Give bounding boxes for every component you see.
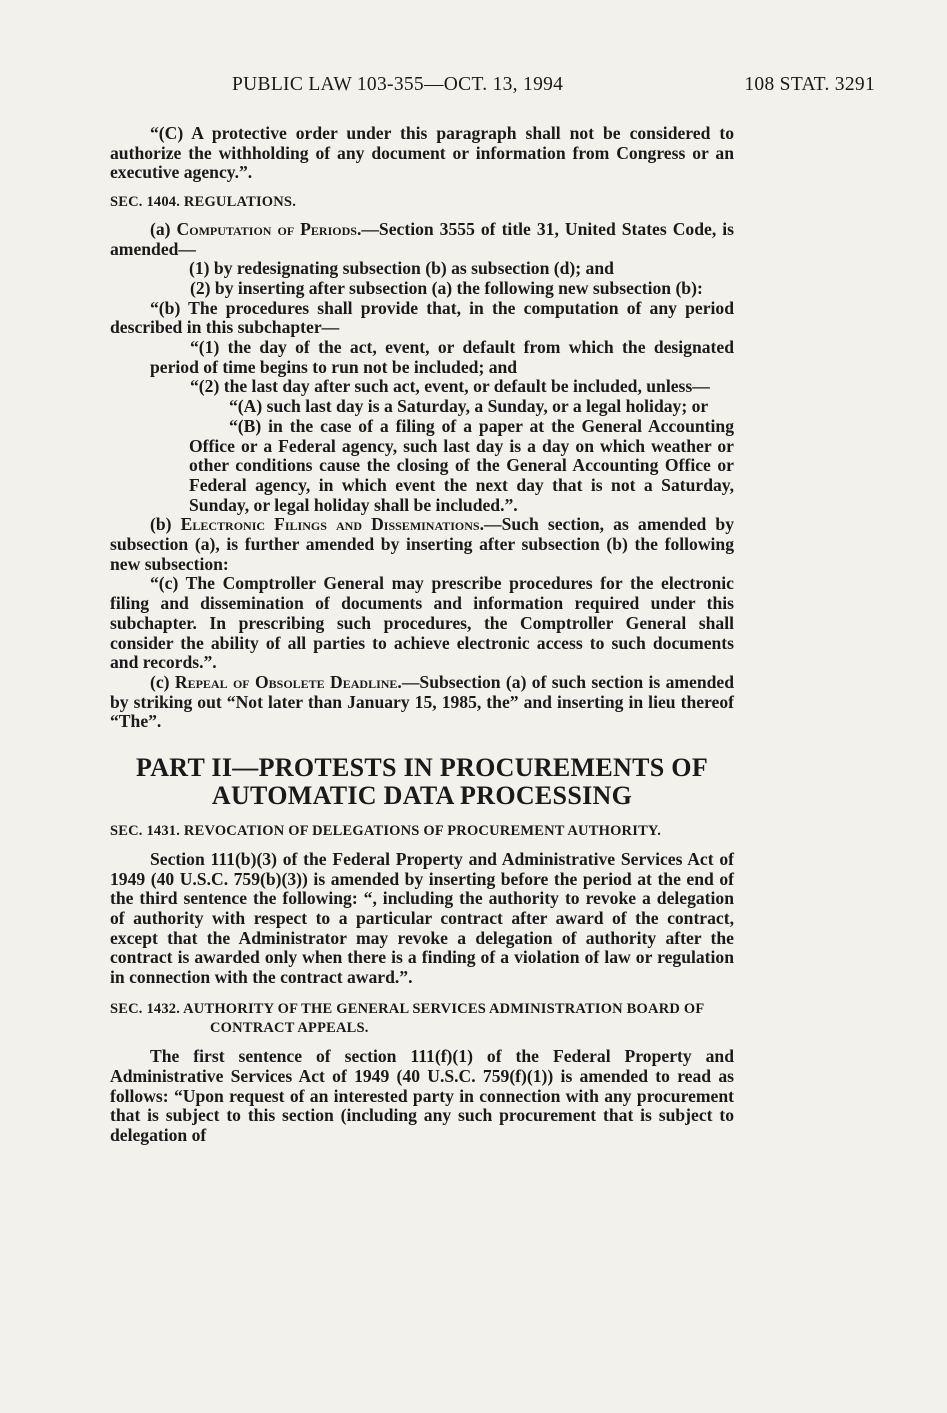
subsection-a-item-2: (2) by inserting after subsection (a) the following new subsection (b): bbox=[190, 277, 703, 298]
document-body bbox=[110, 124, 734, 1146]
subsection-a-text: .—Section 3555 of title 31, United States Code, is amended— bbox=[110, 218, 734, 259]
new-subsection-b-item-2-A: “(A) such last day is a Saturday, a Sunday, or a legal holiday; or bbox=[229, 396, 709, 417]
new-subsection-b-item-1: “(1) the day of the act, event, or default from which the designated period of time begins to run not be included; and bbox=[150, 337, 734, 377]
new-subsection-b-item-2-B: “(B) in the case of a filing of a paper at the General Accounting Office or a Federal agency, such last day is a day on which weather or other conditions cause the closing of the General Accounting Office or Federal agency, in which event the next day that is not a Saturday, Sunday, or legal holiday shall be included.”. bbox=[189, 415, 734, 515]
section-heading-1432: SEC. 1432. AUTHORITY OF THE GENERAL SERVICES ADMINISTRATION BOARD OF CONTRACT APPEALS. bbox=[110, 1000, 704, 1037]
subsection-b-label: (b) bbox=[150, 514, 181, 535]
subsection-b-caption: Electronic Filings and Disseminations bbox=[180, 514, 480, 535]
subsection-c-label: (c) bbox=[150, 671, 175, 692]
subsection-b bbox=[110, 515, 734, 574]
subsection-a-caption: Computation of Periods bbox=[176, 218, 357, 239]
header-title: PUBLIC LAW 103-355—OCT. 13, 1994 bbox=[232, 74, 564, 95]
part-heading-line-2: AUTOMATIC DATA PROCESSING bbox=[211, 781, 633, 811]
part-heading-line-1: PART II—PROTESTS IN PROCUREMENTS OF bbox=[135, 753, 709, 783]
section-heading-1404: SEC. 1404. REGULATIONS. bbox=[110, 194, 297, 211]
new-subsection-b-item-2: “(2) the last day after such act, event, or default be included, unless— bbox=[190, 376, 710, 397]
section-1432-text: The first sentence of section 111(f)(1) of the Federal Property and Administrative Services Act of 1949 (40 U.S.C. 759(f)(1)) is amended to read as follows: “Upon request of an interested party in connection with any procurement that is subject to this section (including any such procurement that is subject to delegation of bbox=[110, 1046, 734, 1145]
subsection-c-text: .—Subsection (a) of such section is amended by striking out “Not later than January 15, 1985, the” and inserting in lieu thereof “The”. bbox=[110, 671, 735, 732]
paragraph-protective-order: “(C) A protective order under this paragraph shall not be considered to authorize the withholding of any document or information from Congress or an executive agency.”. bbox=[110, 123, 734, 183]
new-subsection-c: “(c) The Comptroller General may prescribe procedures for the electronic filing and dissemination of documents and information required under this subchapter. In prescribing such procedures, the Comptroller General shall consider the ability of all parties to achieve electronic access to such documents and records.”. bbox=[110, 573, 734, 673]
subsection-a-item-1: (1) by redesignating subsection (b) as subsection (d); and bbox=[189, 258, 614, 279]
subsection-a-label: (a) bbox=[150, 218, 177, 239]
page-header bbox=[110, 74, 875, 108]
part-heading bbox=[110, 754, 734, 810]
subsection-b-text: .—Such section, as amended by subsection (a), is further amended by inserting after subsection (b) the following new subsection: bbox=[110, 514, 735, 574]
subsection-c bbox=[110, 673, 734, 732]
subsection-c-caption: Repeal of Obsolete Deadline bbox=[174, 671, 398, 692]
new-subsection-b-intro: “(b) The procedures shall provide that, in the computation of any period described in this subchapter— bbox=[110, 297, 734, 338]
header-page-ref: 108 STAT. 3291 bbox=[744, 74, 875, 95]
section-1431-text: Section 111(b)(3) of the Federal Property and Administrative Services Act of 1949 (40 U.S.C. 759(b)(3)) is amended by inserting before the period at the end of the third sentence the following: “, including the authority to revoke a delegation of authority with respect to a particular contract after award of the contract, except that the Administrator may revoke a delegation of authority after the contract is awarded only when there is a finding of a violation of law or regulation in connection with the contract award.”. bbox=[110, 848, 734, 988]
section-heading-1431: SEC. 1431. REVOCATION OF DELEGATIONS OF PROCUREMENT AUTHORITY. bbox=[110, 823, 662, 840]
subsection-a bbox=[110, 220, 734, 259]
